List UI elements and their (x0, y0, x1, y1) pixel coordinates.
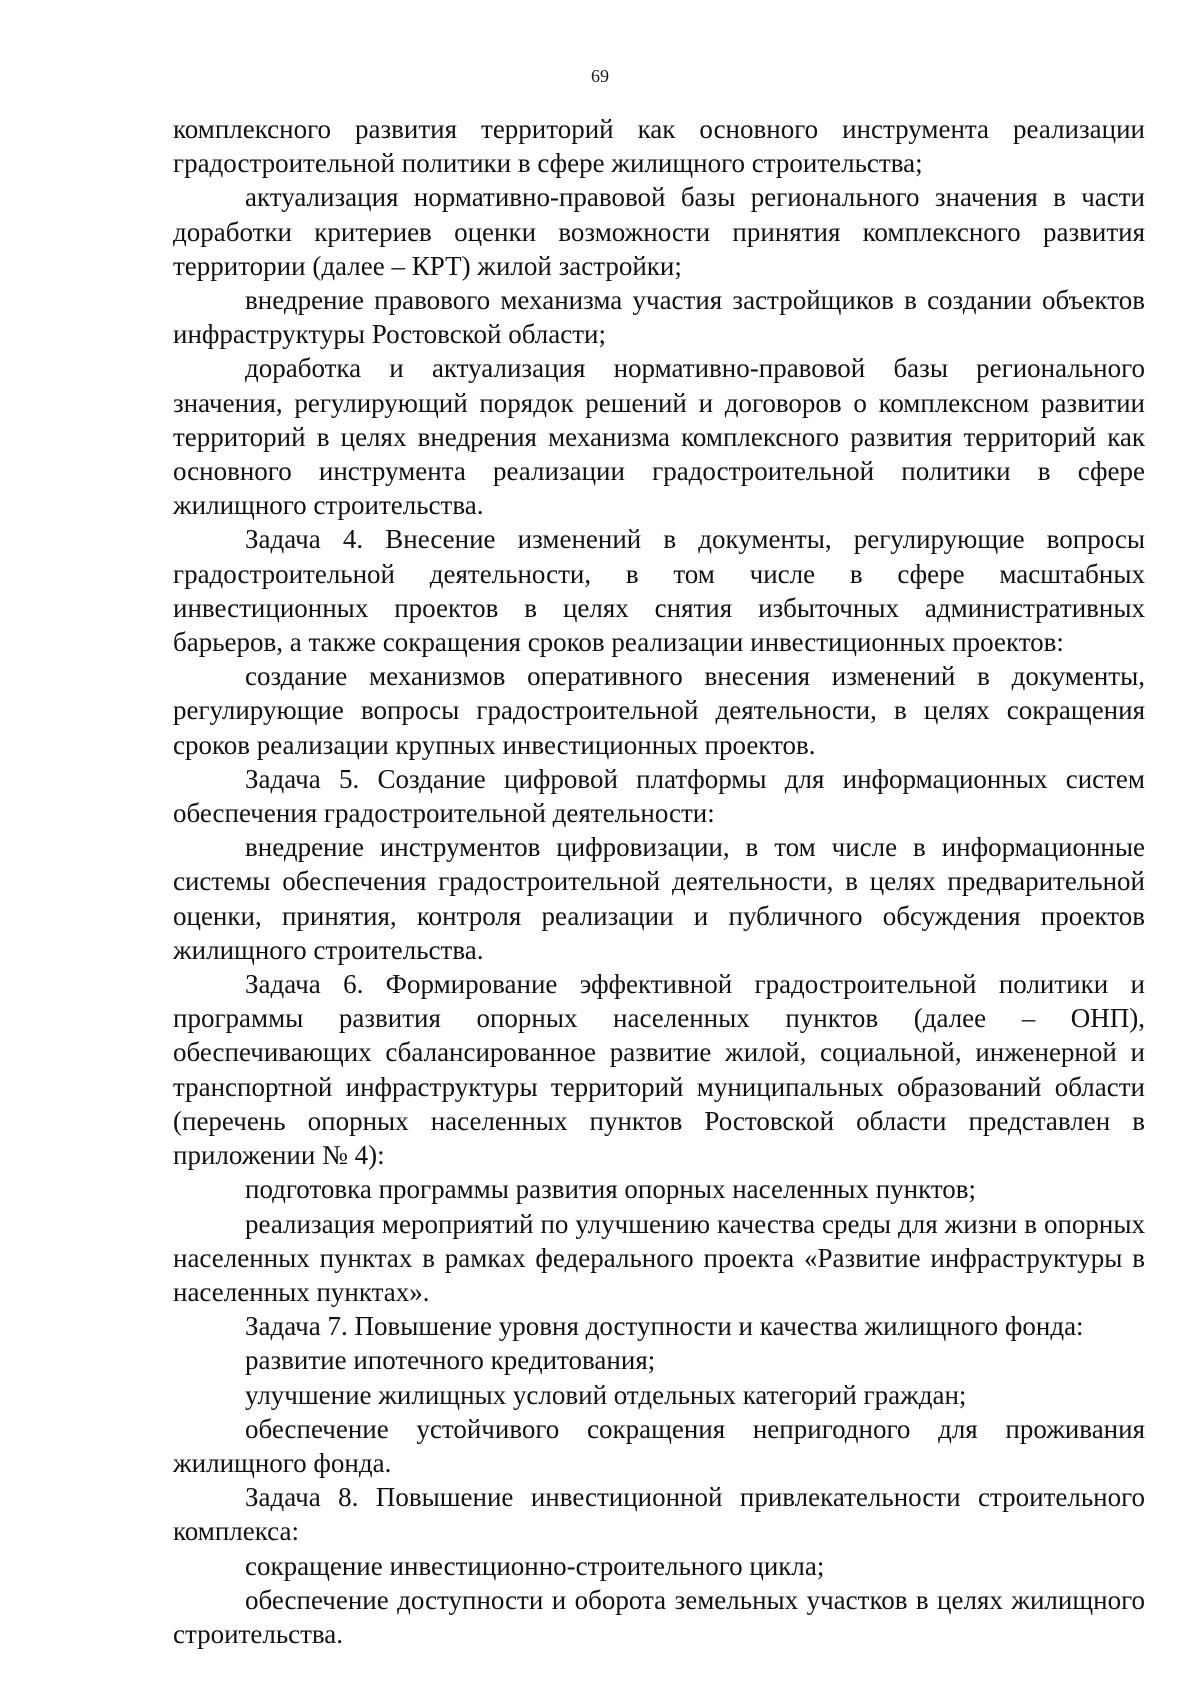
paragraph: подготовка программы развития опорных населенных пунктов; (245, 1174, 977, 1205)
paragraph: реализация мероприятий по улучшению качества среды для жизни в опорных населенных пунктах в рамках федерального проекта «Развитие инфраструктуры в населенных пунктах». (173, 1208, 1145, 1307)
task-paragraph: Задача 6. Формирование эффективной градостроительной политики и программы развития опорных населенных пунктов (далее – ОНП), обеспечивающих сбалансированное развитие жилой, социальной, инженерной и транспортной инфраструктуры территорий муниципальных образований области (перечень опорных населенных пунктов Ростовской области представлен в приложении № 4): (173, 969, 1145, 1171)
paragraph: обеспечение доступности и оборота земельных участков в целях жилищного строительства. (173, 1584, 1145, 1649)
document-body (173, 112, 1145, 1651)
paragraph: улучшение жилищных условий отдельных категорий граждан; (245, 1379, 967, 1410)
paragraph: комплексного развития территорий как основного инструмента реализации градостроительной политики в сфере жилищного строительства; (173, 114, 1145, 179)
task-paragraph: Задача 7. Повышение уровня доступности и качества жилищного фонда: (245, 1311, 1084, 1342)
paragraph: внедрение правового механизма участия застройщиков в создании объектов инфраструктуры Ростовской области; (173, 285, 1145, 350)
task-paragraph: Задача 8. Повышение инвестиционной привлекательности строительного комплекса: (173, 1482, 1145, 1547)
task-paragraph: Задача 4. Внесение изменений в документы, регулирующие вопросы градостроительной деятельности, в том числе в сфере масштабных инвестиционных проектов в целях снятия избыточных административных барьеров, а также сокращения сроков реализации инвестиционных проектов: (173, 524, 1145, 658)
paragraph: развитие ипотечного кредитования; (245, 1345, 656, 1376)
paragraph: доработка и актуализация нормативно-правовой базы регионального значения, регулирующий порядок решений и договоров о комплексном развитии территорий в целях внедрения механизма комплексного развития территорий как основного инструмента реализации градостроительной политики в сфере жилищного строительства. (173, 353, 1145, 521)
paragraph: сокращение инвестиционно-строительного цикла; (245, 1550, 825, 1581)
page-number: 69 (591, 66, 609, 86)
paragraph: создание механизмов оперативного внесения изменений в документы, регулирующие вопросы градостроительной деятельности, в целях сокращения сроков реализации крупных инвестиционных проектов. (173, 661, 1145, 760)
task-paragraph: Задача 5. Создание цифровой платформы для информационных систем обеспечения градостроительной деятельности: (173, 763, 1145, 829)
paragraph: внедрение инструментов цифровизации, в том числе в информационные системы обеспечения градостроительной деятельности, в целях предварительной оценки, принятия, контроля реализации и публичного обсуждения проектов жилищного строительства. (173, 832, 1145, 965)
paragraph: актуализация нормативно-правовой базы регионального значения в части доработки критериев оценки возможности принятия комплексного развития территории (далее – КРТ) жилой застройки; (173, 182, 1145, 281)
paragraph: обеспечение устойчивого сокращения непригодного для проживания жилищного фонда. (173, 1413, 1145, 1478)
